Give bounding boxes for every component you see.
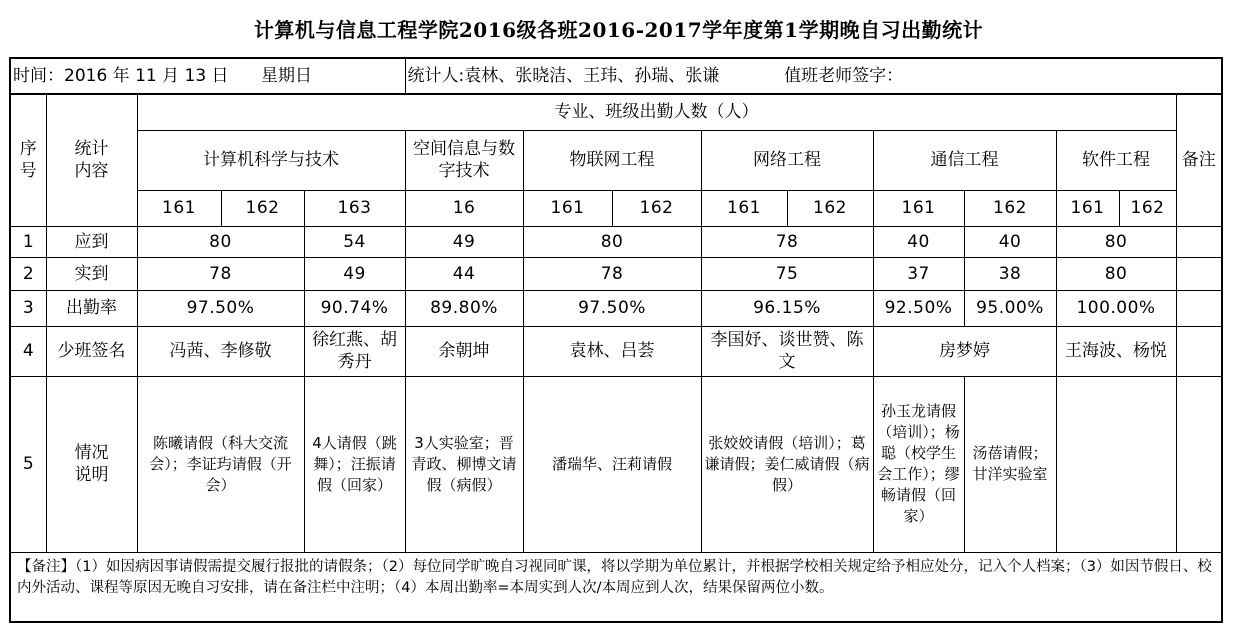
value-cell: 李国妤、谈世赞、陈文 [701, 326, 873, 376]
header-row-3 [10, 190, 1222, 226]
content-header: 统计 内容 [46, 94, 137, 226]
major-iot: 物联网工程 [523, 130, 701, 190]
value-cell: 80 [523, 226, 701, 257]
value-cell: 49 [405, 226, 523, 257]
row-actual [10, 257, 1222, 290]
value-cell: 44 [405, 257, 523, 290]
row-label: 出勤率 [46, 290, 137, 326]
value-cell: 3人实验室；晋青政、柳博文请假（病假） [405, 376, 523, 552]
info-row [10, 58, 1222, 94]
value-cell: 97.50% [523, 290, 701, 326]
value-cell: 袁林、吕荟 [523, 326, 701, 376]
class-iot-161: 161 [523, 190, 612, 226]
value-cell: 张姣姣请假（培训）；葛谦请假；姜仁威请假（病假） [701, 376, 873, 552]
row-label: 少班签名 [46, 326, 137, 376]
value-cell: 徐红燕、胡秀丹 [304, 326, 405, 376]
row-attendance-rate [10, 290, 1222, 326]
value-cell: 75 [701, 257, 873, 290]
row-seq: 2 [10, 257, 46, 290]
value-cell: 40 [964, 226, 1056, 257]
row-seq: 3 [10, 290, 46, 326]
remark-cell [1176, 376, 1222, 552]
notes-row [10, 552, 1222, 622]
class-network-162: 162 [787, 190, 873, 226]
class-iot-162: 162 [612, 190, 701, 226]
remark-cell [1176, 226, 1222, 257]
major-network: 网络工程 [701, 130, 873, 190]
class-telecom-162: 162 [964, 190, 1056, 226]
major-cs: 计算机科学与技术 [137, 130, 405, 190]
value-cell: 78 [523, 257, 701, 290]
major-spatial: 空间信息与数字技术 [405, 130, 523, 190]
remark-cell [1176, 290, 1222, 326]
major-software: 软件工程 [1056, 130, 1176, 190]
header-row-2 [10, 130, 1222, 190]
row-situation [10, 376, 1222, 552]
weekday-text: 星期日 [260, 66, 312, 86]
header-row-1 [10, 94, 1222, 130]
attendance-table [9, 57, 1223, 623]
seq-header: 序号 [10, 94, 46, 226]
group-header: 专业、班级出勤人数（人） [137, 94, 1176, 130]
value-cell: 王海波、杨悦 [1056, 326, 1176, 376]
value-cell: 78 [137, 257, 304, 290]
value-cell: 96.15% [701, 290, 873, 326]
value-cell: 90.74% [304, 290, 405, 326]
class-network-161: 161 [701, 190, 787, 226]
value-cell: 80 [1056, 226, 1176, 257]
class-cs-161: 161 [137, 190, 221, 226]
notes-cell: 【备注】（1）如因病因事请假需提交履行报批的请假条；（2）每位同学旷晚自习视同旷课，将以学期为单位累计，并根据学校相关规定给予相应处分，记入个人档案；（3）如因节假日、校内外活动、课程等原因无晚自习安排，请在备注栏中注明；（4）本周出勤率=本周实到人次/本周应到人次，结果保留两位小数。 [10, 552, 1222, 622]
teacher-sign-text: 值班老师签字： [784, 66, 904, 86]
value-cell: 冯茜、李修敬 [137, 326, 304, 376]
value-cell: 54 [304, 226, 405, 257]
row-seq: 4 [10, 326, 46, 376]
value-cell: 92.50% [873, 290, 964, 326]
time-text: 时间：2016 年 11 月 13 日 [13, 66, 229, 86]
class-cs-162: 162 [221, 190, 304, 226]
stats-people-text: 统计人:袁林、张晓洁、王玮、孙瑞、张谦 [407, 66, 720, 86]
row-absent-sign [10, 326, 1222, 376]
class-software-161: 161 [1056, 190, 1119, 226]
value-cell: 97.50% [137, 290, 304, 326]
value-cell: 余朝坤 [405, 326, 523, 376]
value-cell: 100.00% [1056, 290, 1176, 326]
value-cell: 95.00% [964, 290, 1056, 326]
value-cell: 89.80% [405, 290, 523, 326]
value-cell: 40 [873, 226, 964, 257]
value-cell: 潘瑞华、汪莉请假 [523, 376, 701, 552]
stats-cell [405, 58, 1222, 94]
class-cs-163: 163 [304, 190, 405, 226]
value-cell: 汤蓓请假；甘洋实验室 [964, 376, 1056, 552]
class-telecom-161: 161 [873, 190, 964, 226]
value-cell: 陈曦请假（科大交流会）；李证玙请假（开会） [137, 376, 304, 552]
page-title: 计算机与信息工程学院2016级各班2016-2017学年度第1学期晚自习出勤统计 [253, 18, 984, 42]
row-expected [10, 226, 1222, 257]
value-cell: 38 [964, 257, 1056, 290]
remark-cell [1176, 326, 1222, 376]
class-spatial-16: 16 [405, 190, 523, 226]
row-seq: 1 [10, 226, 46, 257]
value-cell: 80 [1056, 257, 1176, 290]
value-cell [1056, 376, 1176, 552]
value-cell: 37 [873, 257, 964, 290]
row-label: 实到 [46, 257, 137, 290]
value-cell: 房梦婷 [873, 326, 1056, 376]
row-label: 应到 [46, 226, 137, 257]
remark-cell [1176, 257, 1222, 290]
time-cell [10, 58, 405, 94]
row-seq: 5 [10, 376, 46, 552]
value-cell: 80 [137, 226, 304, 257]
major-telecom: 通信工程 [873, 130, 1056, 190]
row-label: 情况 说明 [46, 376, 137, 552]
value-cell: 4人请假（跳舞）；汪振请假（回家） [304, 376, 405, 552]
value-cell: 孙玉龙请假（培训）；杨聪（校学生会工作）；缪畅请假（回家） [873, 376, 964, 552]
class-software-162: 162 [1119, 190, 1176, 226]
value-cell: 49 [304, 257, 405, 290]
remark-header: 备注 [1176, 94, 1222, 226]
value-cell: 78 [701, 226, 873, 257]
